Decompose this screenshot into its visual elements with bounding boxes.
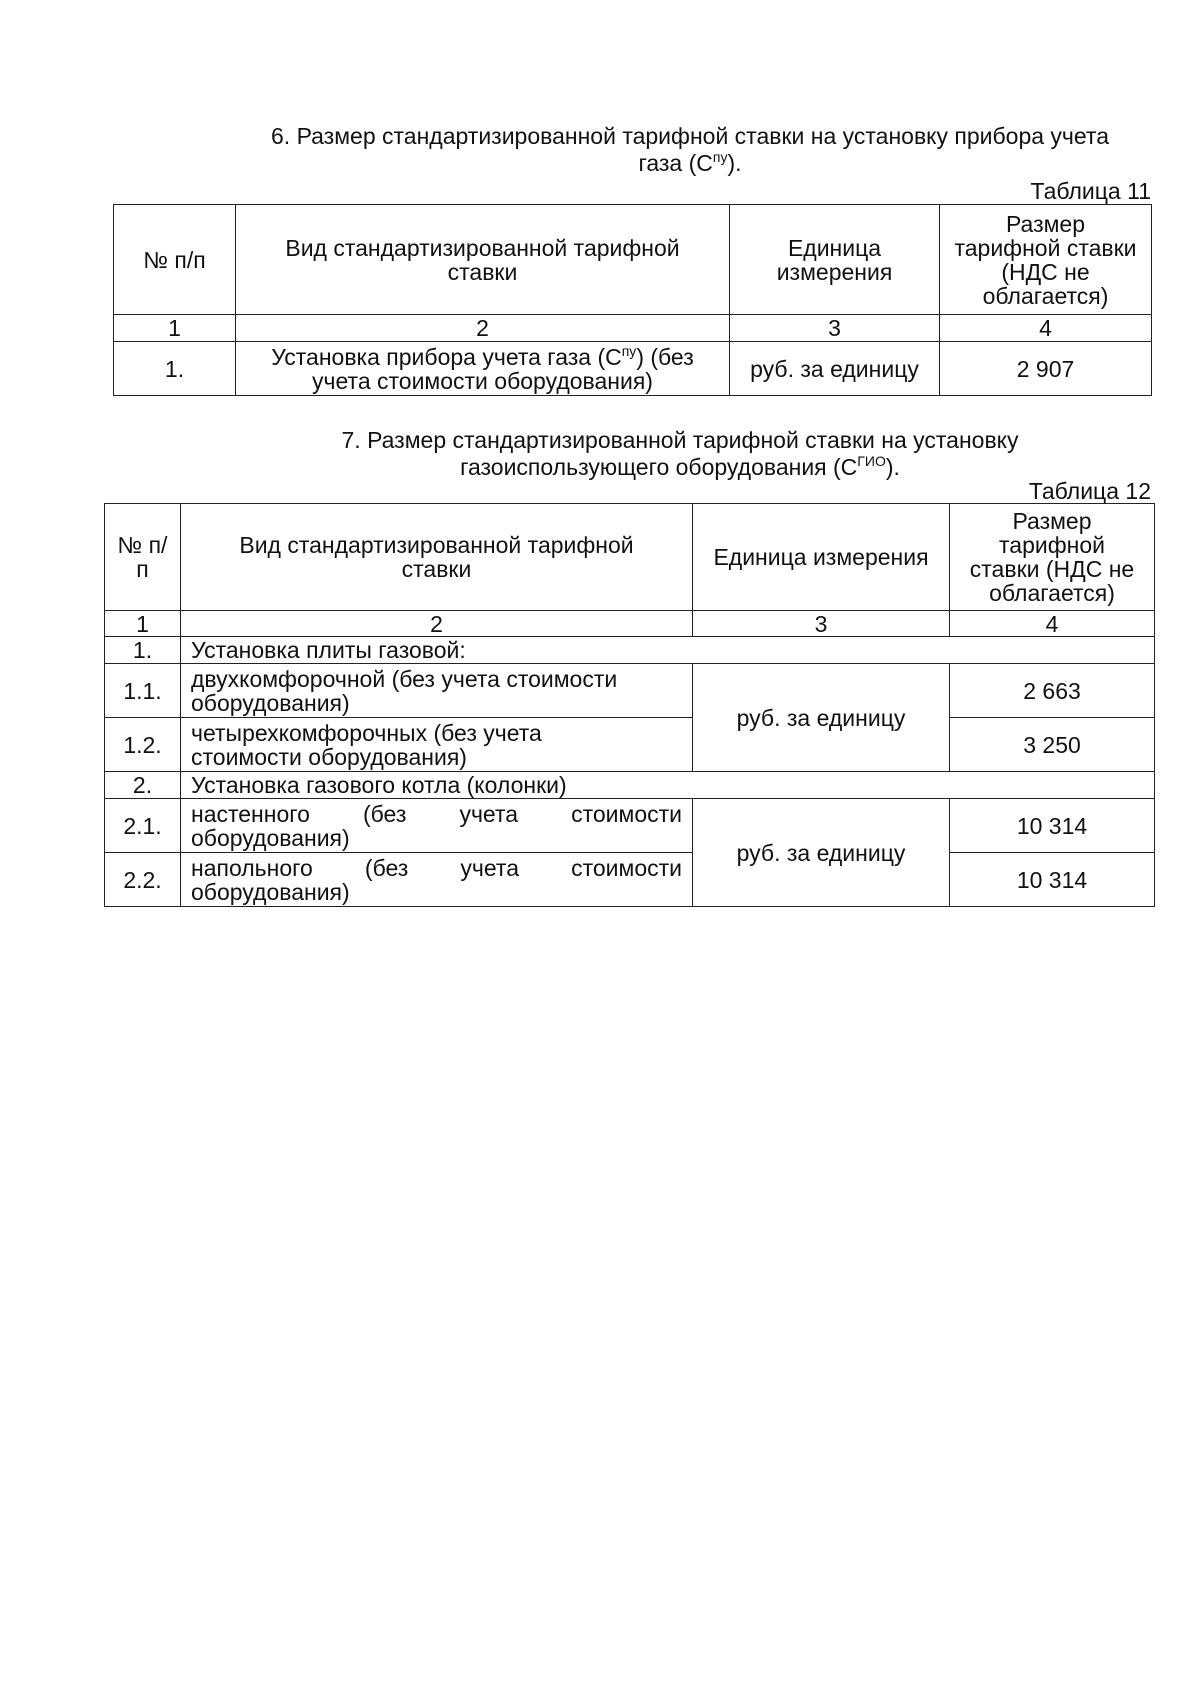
heading-text: ). xyxy=(727,150,742,176)
row-num: 1. xyxy=(114,342,236,396)
section-7-heading-line1: 7. Размер стандартизированной тарифной ставки на установку xyxy=(341,427,1019,453)
section-7-heading-line2 xyxy=(240,454,1120,481)
col-number: 1 xyxy=(105,611,181,637)
table-11-caption: Таблица 11 xyxy=(1030,178,1151,204)
row-kind: двухкомфорочной (без учета стоимости оборудования) xyxy=(181,664,693,718)
row-num: 2.2. xyxy=(105,853,181,907)
col-number: 4 xyxy=(940,315,1152,342)
row-kind: напольного (без учета стоимости оборудования) xyxy=(181,853,693,907)
table-row xyxy=(105,853,1155,907)
section-7-heading xyxy=(240,427,1120,481)
col-number: 1 xyxy=(114,315,236,342)
row-kind-text: ) (без учета стоимости оборудования) xyxy=(312,343,694,394)
table-row xyxy=(105,718,1155,772)
row-unit: руб. за единицу xyxy=(730,342,940,396)
table-row xyxy=(114,342,1152,396)
header-kind: Вид стандартизированной тарифной ставки xyxy=(181,504,693,611)
row-kind: настенного (без учета стоимости оборудования) xyxy=(181,799,693,853)
table-12 xyxy=(104,503,1155,907)
superscript: пу xyxy=(712,149,728,165)
column-numbers-row xyxy=(114,315,1152,342)
col-number: 3 xyxy=(730,315,940,342)
section-6-heading xyxy=(200,123,1180,177)
group-title: Установка плиты газовой: xyxy=(181,637,1155,664)
col-number: 3 xyxy=(693,611,950,637)
group-title: Установка газового котла (колонки) xyxy=(181,772,1155,799)
col-number: 2 xyxy=(236,315,730,342)
col-number: 2 xyxy=(181,611,693,637)
row-num: 1.1. xyxy=(105,664,181,718)
header-kind: Вид стандартизированной тарифной ставки xyxy=(236,205,730,315)
row-unit: руб. за единицу xyxy=(693,799,950,907)
row-unit: руб. за единицу xyxy=(693,664,950,772)
table-row xyxy=(105,664,1155,718)
section-6-heading-line2 xyxy=(200,150,1180,177)
table-11 xyxy=(113,204,1152,396)
header-rate: Размер тарифной ставки (НДС не облагается) xyxy=(940,205,1152,315)
row-rate: 2 907 xyxy=(940,342,1152,396)
table-header-row xyxy=(114,205,1152,315)
group-row xyxy=(105,637,1155,664)
row-num: 1. xyxy=(105,637,181,664)
header-num: № п/п xyxy=(105,504,181,611)
heading-text: ). xyxy=(885,454,900,480)
row-rate: 2 663 xyxy=(950,664,1155,718)
row-kind xyxy=(236,342,730,396)
header-rate: Размер тарифной ставки (НДС не облагается) xyxy=(950,504,1155,611)
row-num: 1.2. xyxy=(105,718,181,772)
col-number: 4 xyxy=(950,611,1155,637)
heading-text: газа (С xyxy=(638,150,713,176)
table-header-row xyxy=(105,504,1155,611)
row-kind-text: Установка прибора учета газа (С xyxy=(271,343,622,370)
row-rate: 10 314 xyxy=(950,853,1155,907)
superscript: пу xyxy=(621,342,637,359)
table-12-caption: Таблица 12 xyxy=(1028,478,1151,504)
table-row xyxy=(105,799,1155,853)
header-unit: Единица измерения xyxy=(693,504,950,611)
row-kind: четырехкомфорочных (без учета стоимости оборудования) xyxy=(181,718,693,772)
heading-text: газоиспользующего оборудования (С xyxy=(460,454,858,480)
header-unit: Единица измерения xyxy=(730,205,940,315)
section-6-heading-line1: 6. Размер стандартизированной тарифной ставки на установку прибора учета xyxy=(271,123,1109,149)
row-rate: 3 250 xyxy=(950,718,1155,772)
row-num: 2. xyxy=(105,772,181,799)
superscript: ГИО xyxy=(857,453,886,469)
row-num: 2.1. xyxy=(105,799,181,853)
header-num: № п/п xyxy=(114,205,236,315)
group-row xyxy=(105,772,1155,799)
row-rate: 10 314 xyxy=(950,799,1155,853)
column-numbers-row xyxy=(105,611,1155,637)
